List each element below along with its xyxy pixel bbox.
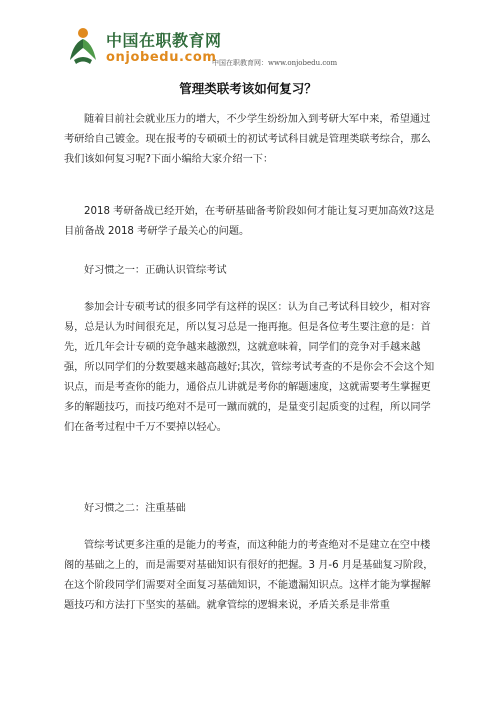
paragraph-text: 随着目前社会就业压力的增大，不少学生纷纷加入到考研大军中来，希望通过考研给自己镀金。现在报考的专硕硕士的初试考试科目就是管理类联考综合，那么我们该如何复习呢?下面小编给大家介绍一下： (64, 114, 431, 165)
paragraph-text: 参加会计专硕考试的很多同学有这样的误区：认为自己考试科目较少，相对容易，总是认为时间很充足，所以复习总是一拖再拖。但是各位考生要注意的是：首先，近几年会计专硕的竞争越来越激烈，这就意味着，同学们的竞争对手越来越强，所以同学们的分数要越来越高越好;其次，管综考试考查的不是你会不会这个知识点，而是考查你的能力，通俗点儿讲就是考你的解题速度，这就需要考生掌握更多的解题技巧，而技巧绝对不是可一蹴而就的，是量变引起质变的过程，所以同学们在备考过程中千万不要掉以轻心。 (64, 302, 435, 433)
logo-icon (66, 26, 100, 66)
brand-name-en: onjobedu.com (106, 50, 217, 65)
site-header (66, 24, 366, 74)
brand-url: 中国在职教育网：www.onjobedu.com (212, 59, 338, 67)
exam-2018-paragraph (64, 202, 436, 242)
section-1-paragraph (64, 298, 436, 438)
paragraph-text: 管综考试更多注重的是能力的考查，而这种能力的考查绝对不是建立在空中楼阁的基础之上的，而是需要对基础知识有很好的把握。3 月-6 月是基础复习阶段，在这个阶段同学们需要对全面复习基础知识，不能遗漏知识点。这样才能为掌握解题技巧和方法打下坚实的基础。就拿管综的逻辑来说，矛盾关系是非常重 (64, 540, 434, 611)
section-heading-2 (64, 499, 436, 519)
paragraph-text: 2018 考研备战已经开始，在考研基础备考阶段如何才能让复习更加高效?这是目前备战 2018 考研学子最关心的问题。 (64, 206, 435, 237)
heading-text: 好习惯之二：注重基础 (84, 503, 186, 514)
page-title: 管理类联考该如何复习？ (179, 81, 317, 96)
section-2-paragraph (64, 536, 436, 616)
brand-name-cn: 中国在职教育网 (106, 31, 222, 50)
intro-paragraph (64, 110, 436, 170)
section-heading-1 (64, 261, 436, 281)
heading-text: 好习惯之一：正确认识管综考试 (84, 265, 227, 276)
